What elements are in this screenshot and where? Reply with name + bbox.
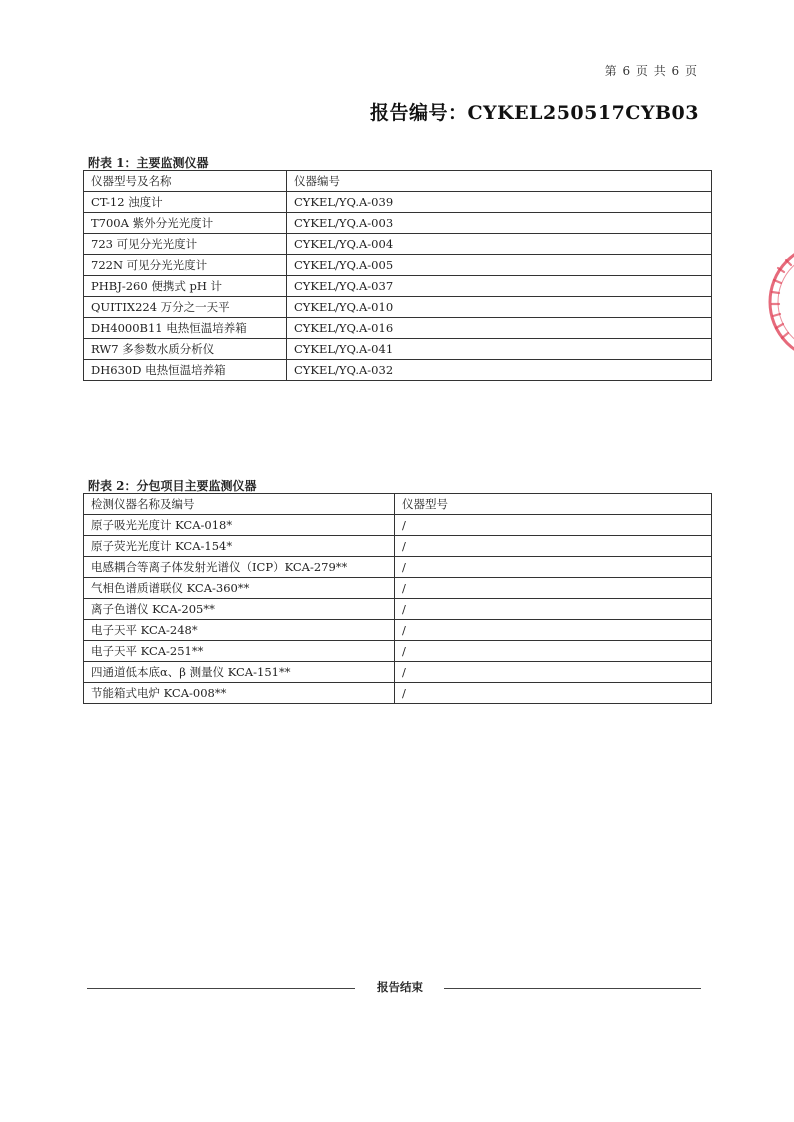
table-row [84, 620, 712, 641]
table-cell: / [395, 578, 712, 599]
table-cell: / [395, 536, 712, 557]
table-row [84, 318, 712, 339]
report-end-label: 报告结束 [377, 980, 423, 994]
table-cell: 气相色谱质谱联仪 KCA-360** [84, 578, 395, 599]
table-row [84, 536, 712, 557]
table-cell: CYKEL/YQ.A-032 [287, 360, 712, 381]
table-cell: 电子天平 KCA-248* [84, 620, 395, 641]
table-cell: / [395, 662, 712, 683]
column-header: 检测仪器名称及编号 [84, 494, 395, 515]
table-row [84, 297, 712, 318]
official-seal [748, 238, 794, 366]
table-cell: / [395, 641, 712, 662]
instrument-table [83, 170, 712, 381]
table-cell: CYKEL/YQ.A-037 [287, 276, 712, 297]
table-cell: PHBJ-260 便携式 pH 计 [84, 276, 287, 297]
table-row [84, 276, 712, 297]
table1-caption: 附表 1：主要监测仪器 [88, 156, 209, 170]
table-cell: 四通道低本底α、β 测量仪 KCA-151** [84, 662, 395, 683]
table-row [84, 578, 712, 599]
table-cell: QUITIX224 万分之一天平 [84, 297, 287, 318]
table-header-row [84, 494, 712, 515]
table-cell: 节能箱式电炉 KCA-008** [84, 683, 395, 704]
table-cell: 离子色谱仪 KCA-205** [84, 599, 395, 620]
table-row [84, 234, 712, 255]
table-cell: CYKEL/YQ.A-010 [287, 297, 712, 318]
table-cell: T700A 紫外分光光度计 [84, 213, 287, 234]
table-cell: CT-12 浊度计 [84, 192, 287, 213]
table-cell: / [395, 599, 712, 620]
table-cell: DH4000B11 电热恒温培养箱 [84, 318, 287, 339]
table-cell: / [395, 515, 712, 536]
table-row [84, 599, 712, 620]
footer-rule-right [444, 988, 701, 989]
table-cell: 电感耦合等离子体发射光谱仪（ICP）KCA-279** [84, 557, 395, 578]
table-row [84, 255, 712, 276]
table-row [84, 515, 712, 536]
footer-rule-left [87, 988, 355, 989]
table-cell: CYKEL/YQ.A-003 [287, 213, 712, 234]
table-row [84, 360, 712, 381]
table-row [84, 192, 712, 213]
table-row [84, 557, 712, 578]
table-cell: / [395, 620, 712, 641]
table-cell: RW7 多参数水质分析仪 [84, 339, 287, 360]
table-cell: 原子荧光光度计 KCA-154* [84, 536, 395, 557]
table-cell: 723 可见分光光度计 [84, 234, 287, 255]
table-row [84, 641, 712, 662]
table-header-row [84, 171, 712, 192]
table-row [84, 213, 712, 234]
table-cell: 电子天平 KCA-251** [84, 641, 395, 662]
column-header: 仪器型号 [395, 494, 712, 515]
column-header: 仪器编号 [287, 171, 712, 192]
table-cell: DH630D 电热恒温培养箱 [84, 360, 287, 381]
column-header: 仪器型号及名称 [84, 171, 287, 192]
table-row [84, 662, 712, 683]
seal-graphic [748, 238, 794, 366]
report-number: 报告编号：CYKEL250517CYB03 [369, 102, 699, 124]
subcontract-instrument-table [83, 493, 712, 704]
table-cell: 722N 可见分光光度计 [84, 255, 287, 276]
table-cell: / [395, 557, 712, 578]
page-number: 第 6 页 共 6 页 [604, 64, 698, 78]
table-row [84, 339, 712, 360]
table2-caption: 附表 2：分包项目主要监测仪器 [88, 479, 257, 493]
table-row [84, 683, 712, 704]
table-cell: / [395, 683, 712, 704]
table-cell: CYKEL/YQ.A-005 [287, 255, 712, 276]
table-cell: CYKEL/YQ.A-039 [287, 192, 712, 213]
table-cell: CYKEL/YQ.A-016 [287, 318, 712, 339]
table-cell: CYKEL/YQ.A-004 [287, 234, 712, 255]
table-cell: 原子吸光光度计 KCA-018* [84, 515, 395, 536]
table-cell: CYKEL/YQ.A-041 [287, 339, 712, 360]
